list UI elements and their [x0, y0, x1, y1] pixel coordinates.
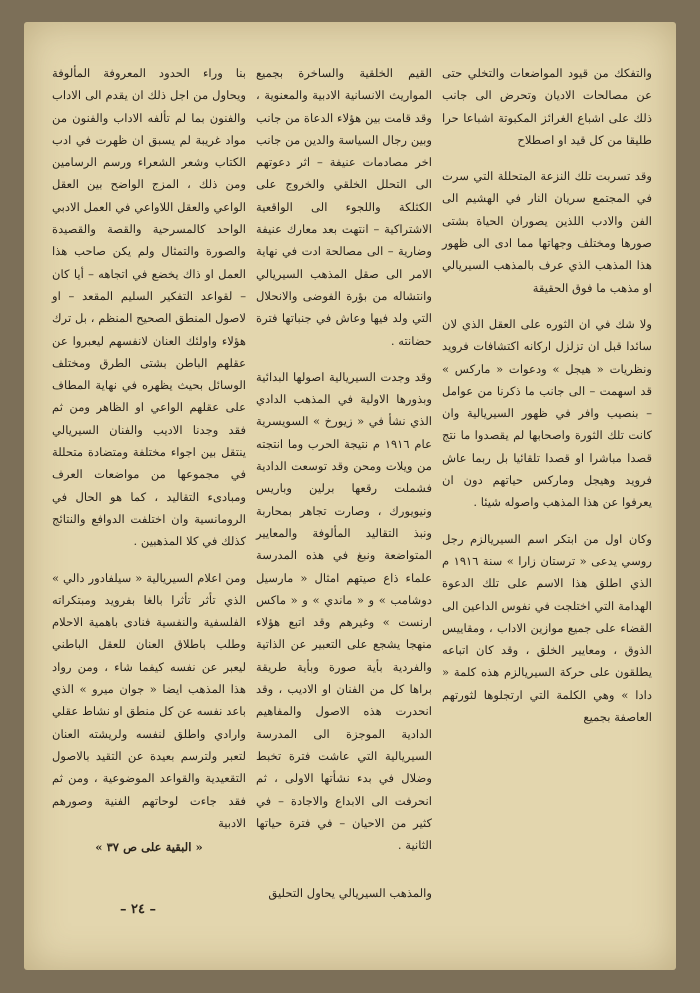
- paragraph: وقد وجدت السيريالية اصولها البدائية وبذورها الاولية في المذهب الدادي الذي نشأ في « زيورخ » السويسرية عام ١٩١٦ م نتيجة الحرب وما انتجته من ويلات ومحن وقد توسعت الدادية فشملت رقعها برلين وباريس ونيويورك ، وصارت تجاهر بمحاربة ونبذ التقاليد المألوفة والمعايير المتواضعة ونبغ في هذه المدرسة علماء ذاع صيتهم امثال « مارسيل دوشامب » و « ماندي » و « ماكس ارنست » وغيرهم وقد اتبع هؤلاء منهجا يشجع على التعبير عن الذاتية والفردية بأية صورة وبأية طريقة براها كل من الفنان او الاديب ، وقد انحدرت هذه الاصول والمفاهيم الدادية الموجزة الى المدرسة السيريالية التي عاشت فترة تخبط وضلال في بدء نشأتها الاولى ، ثم انحرفت الى الابداع والاجادة – في كثير من الاحيان – في فترة حياتها الثانية .: [256, 369, 432, 853]
- paragraph: وقد تسربت تلك النزعة المتحللة التي سرت في المجتمع سريان النار في الهشيم الى الفن والادب اللذين يصوران الحياة بشتى صورها ومختلف وجهاتها مما ادى الى ظهور هذا المذهب الذي عرف بالمذهب السيريالي او مذهب ما فوق الحقيقة: [442, 169, 652, 295]
- paragraph: والمذهب السيريالي يحاول التحليق: [268, 886, 432, 901]
- magazine-page: [24, 22, 676, 970]
- paragraph: والتفكك من قيود المواضعات والتخلي حتى عن مصالحات الاديان وتحرض الى جانب ذلك على اشباع الغرائز المكبوتة اشباعا حرا طليقا من كل قيد او اصطلاح: [442, 66, 652, 147]
- paragraph: ومن اعلام السيريالية « سيلفادور دالي » الذي تأثر تأثرا بالغا بفرويد ومبتكراته الفلسفية والنفسية فنادى باهمية الاحلام وطلب باطلاق العنان للعقل الباطني ليعبر عن نفسه كيفما شاء ، ومن رواد هذا المذهب ايضا « جوان ميرو » الذي باعد نفسه عن كل منطق او نشاط عقلي وارادي واطلق لنفسه ولريشته العنان لتعبر ولترسم بعيدة عن التقيد بالاصول التقعيدية والقواعد الموضوعية ، ومن ثم فقد جاءت لوحاتهم الفنية وصورهم الادبية: [52, 570, 246, 830]
- paragraph: بنا وراء الحدود المعروفة المألوفة ويحاول من اجل ذلك ان يقدم الى الاداب والفنون بما لم تألفه الاداب والفنون من مواد غريبة لم يسبق ان ظهرت في ادب الكتاب وشعر الشعراء ورسم الرسامين ومن ذلك ، المزج الواضح بين العقل الواعي والعقل اللاواعي في العمل الادبي الواحد كالمسرحية والقصة والقصيدة والصورة والتمثال ولم يكن صاحب هذا العمل او ذاك يخضع في اتجاهه – أيا كان – لقواعد التفكير السليم المقعد – او لاصول المنطق الصحيح المنظم ، بل ترك هؤلاء واولئك العنان لانفسهم ليعبروا عن عقلهم الباطن بشتى الطرق ومختلف الوسائل بحيث يظهره في نهاية المطاف على عقلهم الواعي او الظاهر ومن ثم فقد وجدنا الاديب والفنان السيريالي ينتقل بين اجواء مختلفة ومتضادة متحللة في مجموعها من مواضعات العرف ومبادىء التقاليد ، كما هو الحال في الرومانسية وان اختلفت الدوافع والنتائج كذلك في كلا المذهبين .: [52, 66, 246, 549]
- paragraph: وكان اول من ابتكر اسم السيريالزم رجل روسي يدعى « ترستان زارا » سنة ١٩١٦ م الذي اطلق هذا الاسم على تلك الدعوة الهدامة التي اختلجت في نفوس الداعين الى القضاء على جميع موازين الاداب ، ومقاييس الذوق ، ومعايير الخلق ، وقد كان اتباعه يطلقون على حركة السيريالزم هذه كلمة « دادا » وهي الكلمة التي ارتجلوها لثورتهم العاصفة بجميع: [442, 531, 652, 725]
- text-column-right: [442, 62, 652, 728]
- paragraph: ولا شك في ان الثوره على العقل الذي لان سائدا قبل ان تزلزل اركانه اكتشافات فرويد ونظريات « هيجل » ودعوات « ماركس » قد اسهمت – الى جانب ما ذكرنا من عوامل – بنصيب وافر في ظهور السيريالية وان كانت تلك الثورة واصحابها لم يقصدوا ما نتج قصدا مباشرا او قصدا تلقائيا بل ربما عاش فرويد وهيجل وماركس حياتهم دون ان يعرفوا عن هذا المذهب واصوله شيئا .: [442, 316, 652, 510]
- text-column-left: [52, 62, 246, 858]
- text-column-middle: [256, 62, 432, 905]
- paragraph: القيم الخلقية والساخرة بجميع المواريث الانسانية الادبية والمعنوية ، وقد قامت بين هؤلاء الدعاة من جانب وبين رجال السياسة والدين من جانب اخر مصادمات عنيفة – اثر دعوتهم الى التحلل الخلقي والخروج على الكثلكة واللجوء الى الواقعية الاشتراكية – انتهت بعد معارك عنيفة وضارية – الى مصالحة ادت في نهاية الامر الى صقل المذهب السيريالي وانتشاله من بؤرة الفوضى والانحلال التي ولد فيها وعاش في جنباتها فترة حضانته .: [256, 66, 432, 348]
- page-number: – ٢٤ –: [120, 902, 157, 917]
- continued-note: « البقية على ص ٣٧ »: [95, 840, 203, 855]
